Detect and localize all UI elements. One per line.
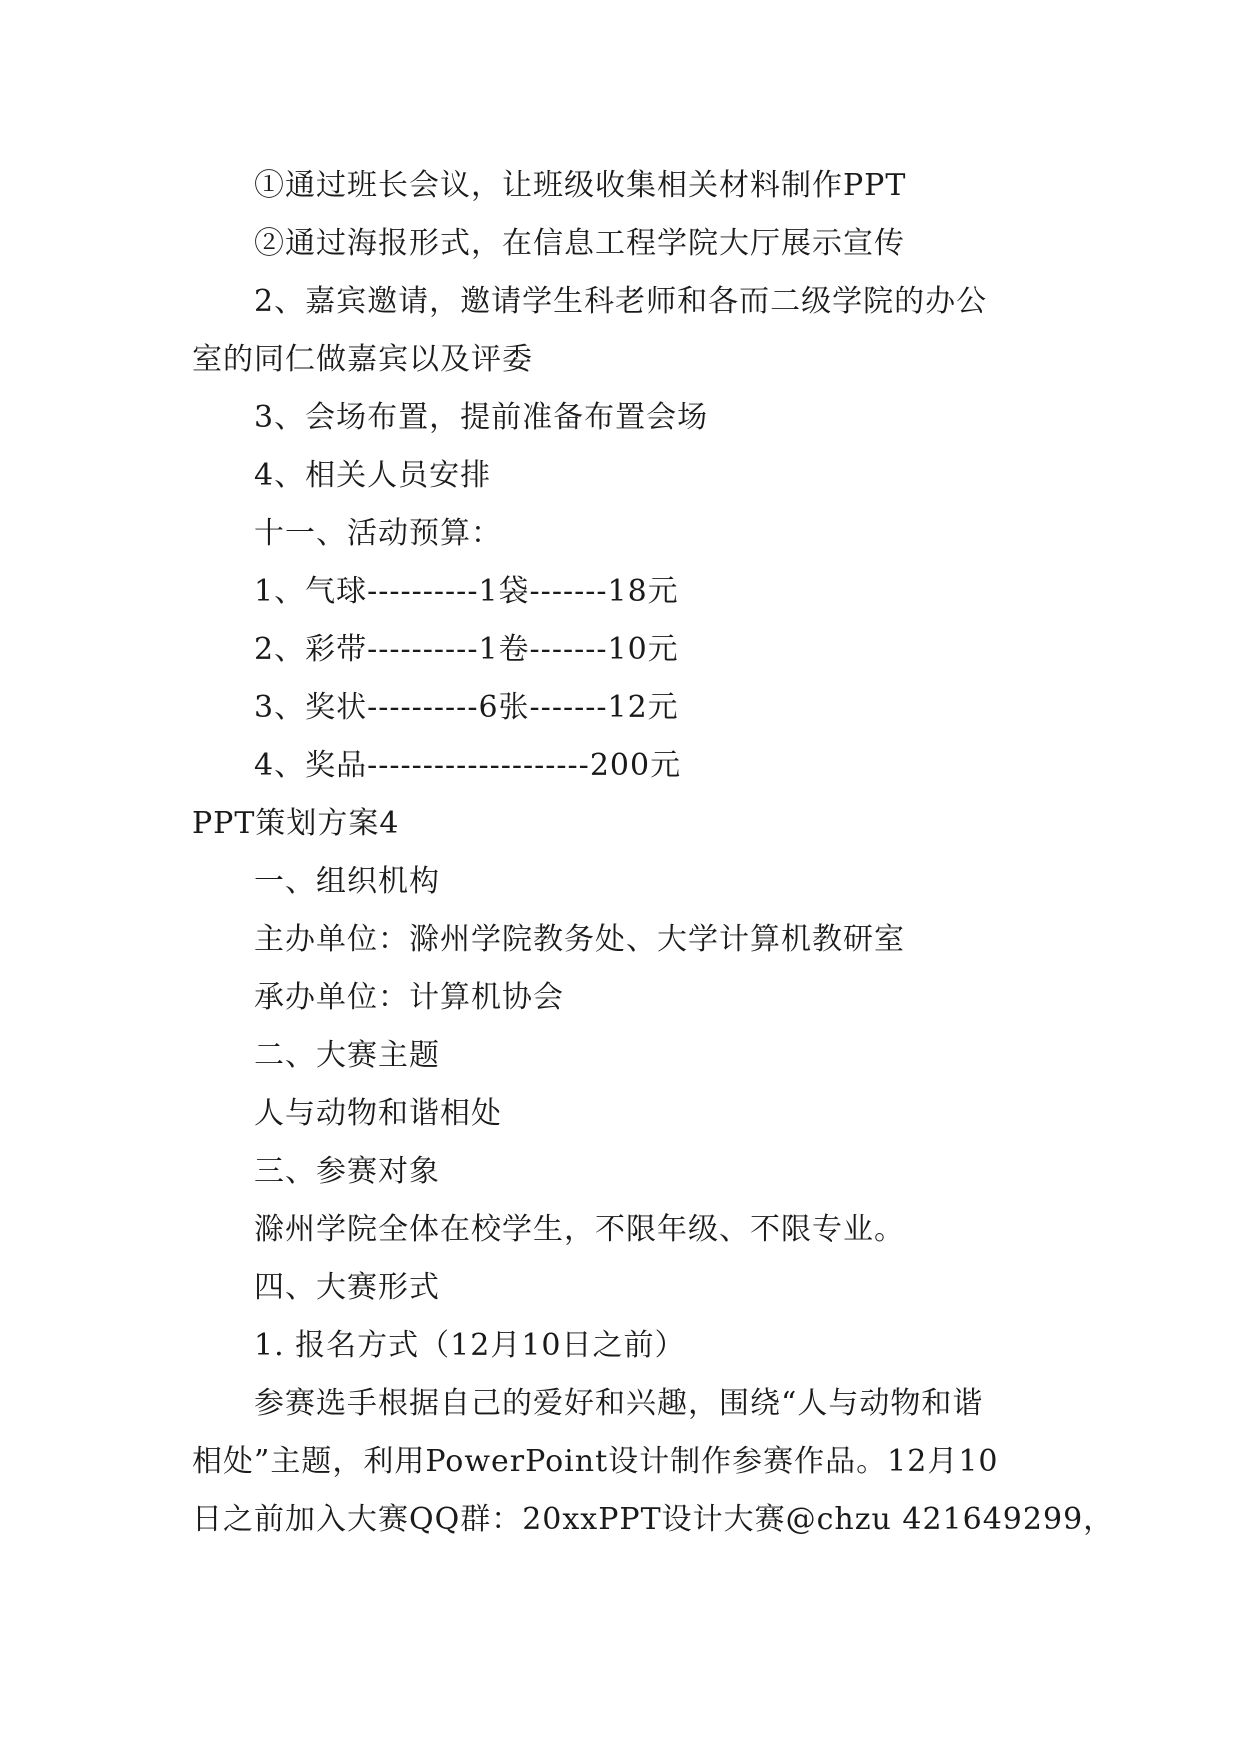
section-heading: 二、大赛主题	[254, 1038, 440, 1073]
document-title: PPT策划方案4	[192, 806, 400, 841]
text-line: 人与动物和谐相处	[254, 1096, 502, 1131]
section-heading: 十一、活动预算：	[254, 516, 502, 551]
text-line: 参赛选手根据自己的爱好和兴趣，围绕“人与动物和谐	[254, 1386, 984, 1421]
text-line: ①通过班长会议，让班级收集相关材料制作PPT	[254, 168, 907, 203]
section-heading: 一、组织机构	[254, 864, 440, 899]
text-line: 3、会场布置，提前准备布置会场	[254, 400, 709, 435]
section-heading: 四、大赛形式	[254, 1270, 440, 1305]
text-line: ②通过海报形式，在信息工程学院大厅展示宣传	[254, 226, 905, 261]
budget-item: 4、奖品--------------------200元	[254, 748, 682, 783]
section-heading: 三、参赛对象	[254, 1154, 440, 1189]
text-line: 2、嘉宾邀请，邀请学生科老师和各而二级学院的办公	[254, 284, 988, 319]
text-line: 1. 报名方式（12月10日之前）	[254, 1328, 686, 1363]
text-line: 室的同仁做嘉宾以及评委	[192, 342, 533, 377]
text-line: 主办单位：滁州学院教务处、大学计算机教研室	[254, 922, 905, 957]
text-line: 滁州学院全体在校学生，不限年级、不限专业。	[254, 1212, 905, 1247]
text-line: 承办单位：计算机协会	[254, 980, 564, 1015]
budget-item: 3、奖状----------6张-------12元	[254, 690, 679, 725]
budget-item: 2、彩带----------1卷-------10元	[254, 632, 679, 667]
budget-item: 1、气球----------1袋-------18元	[254, 574, 679, 609]
text-line: 4、相关人员安排	[254, 458, 492, 493]
text-line: 相处”主题，利用PowerPoint设计制作参赛作品。12月10	[192, 1444, 999, 1479]
text-line: 日之前加入大赛QQ群：20xxPPT设计大赛@chzu 421649299，	[192, 1502, 1115, 1537]
